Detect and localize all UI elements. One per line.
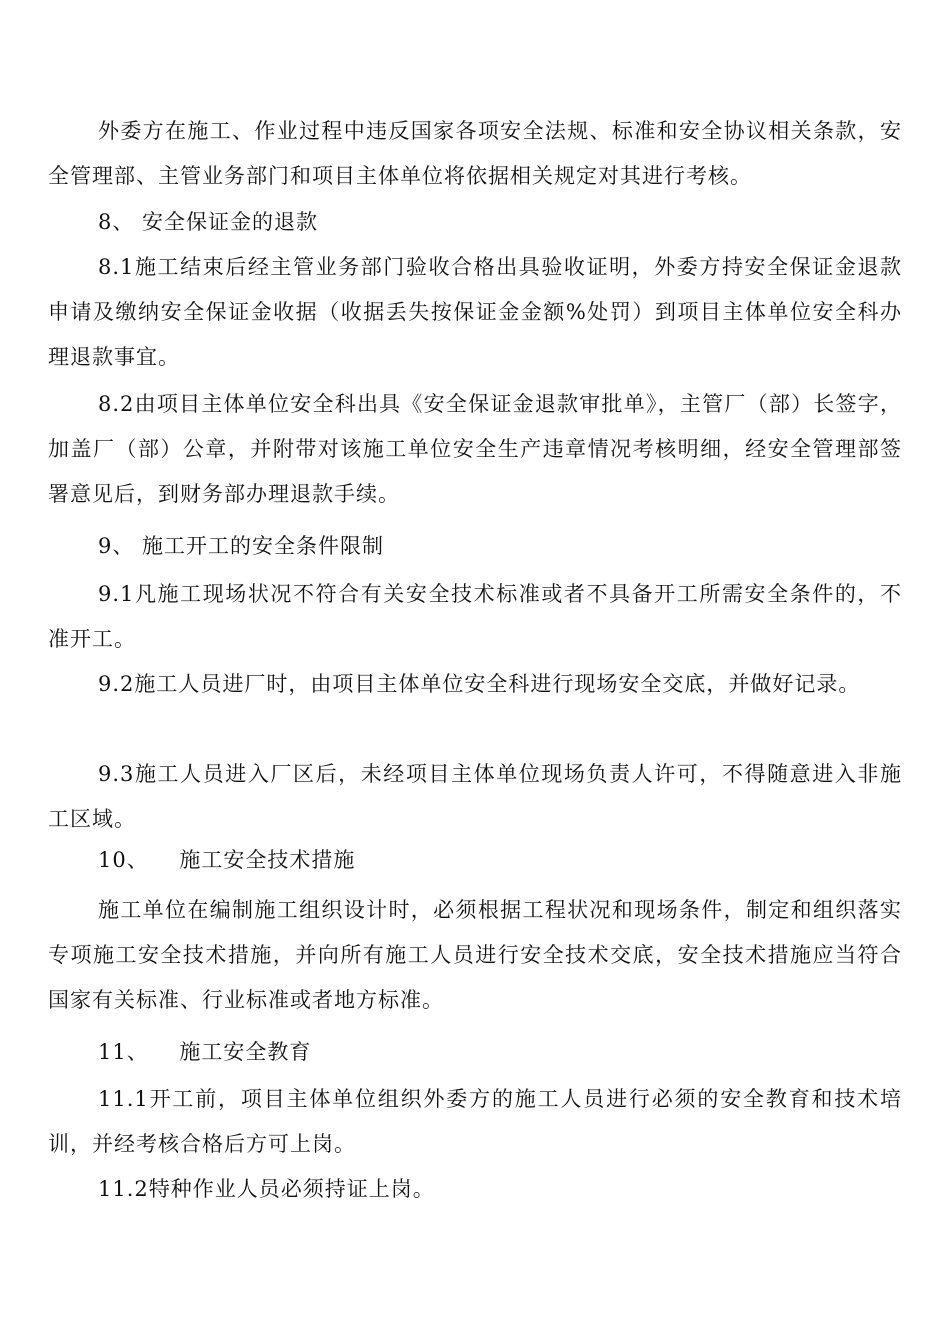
paragraph-violation-assessment: 外委方在施工、作业过程中违反国家各项安全法规、标准和安全协议相关条款，安全管理部、主管业务部门和项目主体单位将依据相关规定对其进行考核。 [48,119,902,188]
paragraph-11-1: 11.1开工前，项目主体单位组织外委方的施工人员进行必须的安全教育和技术培训，并经考核合格后方可上岗。 [48,1087,902,1156]
section-heading-8: 8、 安全保证金的退款 [98,210,319,234]
section-heading-11: 11、 施工安全教育 [98,1040,312,1064]
paragraph-9-2: 9.2施工人员进厂时，由项目主体单位安全科进行现场安全交底，并做好记录。 [98,672,861,696]
paragraph-10: 施工单位在编制施工组织设计时，必须根据工程状况和现场条件，制定和组织落实专项施工安全技术措施，并向所有施工人员进行安全技术交底，安全技术措施应当符合国家有关标准、行业标准或者地方标准。 [48,898,902,1012]
section-heading-10: 10、 施工安全技术措施 [98,848,356,872]
paragraph-9-3: 9.3施工人员进入厂区后，未经项目主体单位现场负责人许可，不得随意进入非施工区域。 [48,762,902,831]
paragraph-8-2: 8.2由项目主体单位安全科出具《安全保证金退款审批单》，主管厂（部）长签字，加盖厂（部）公章，并附带对该施工单位安全生产违章情况考核明细，经安全管理部签署意见后，到财务部办理退款手续。 [48,392,902,506]
section-heading-9: 9、 施工开工的安全条件限制 [98,534,385,558]
paragraph-9-1: 9.1凡施工现场状况不符合有关安全技术标准或者不具备开工所需安全条件的，不准开工。 [48,582,902,651]
paragraph-11-2: 11.2特种作业人员必须持证上岗。 [98,1177,435,1201]
paragraph-8-1: 8.1施工结束后经主管业务部门验收合格出具验收证明，外委方持安全保证金退款申请及缴纳安全保证金收据（收据丢失按保证金金额%处罚）到项目主体单位安全科办理退款事宜。 [48,255,902,369]
